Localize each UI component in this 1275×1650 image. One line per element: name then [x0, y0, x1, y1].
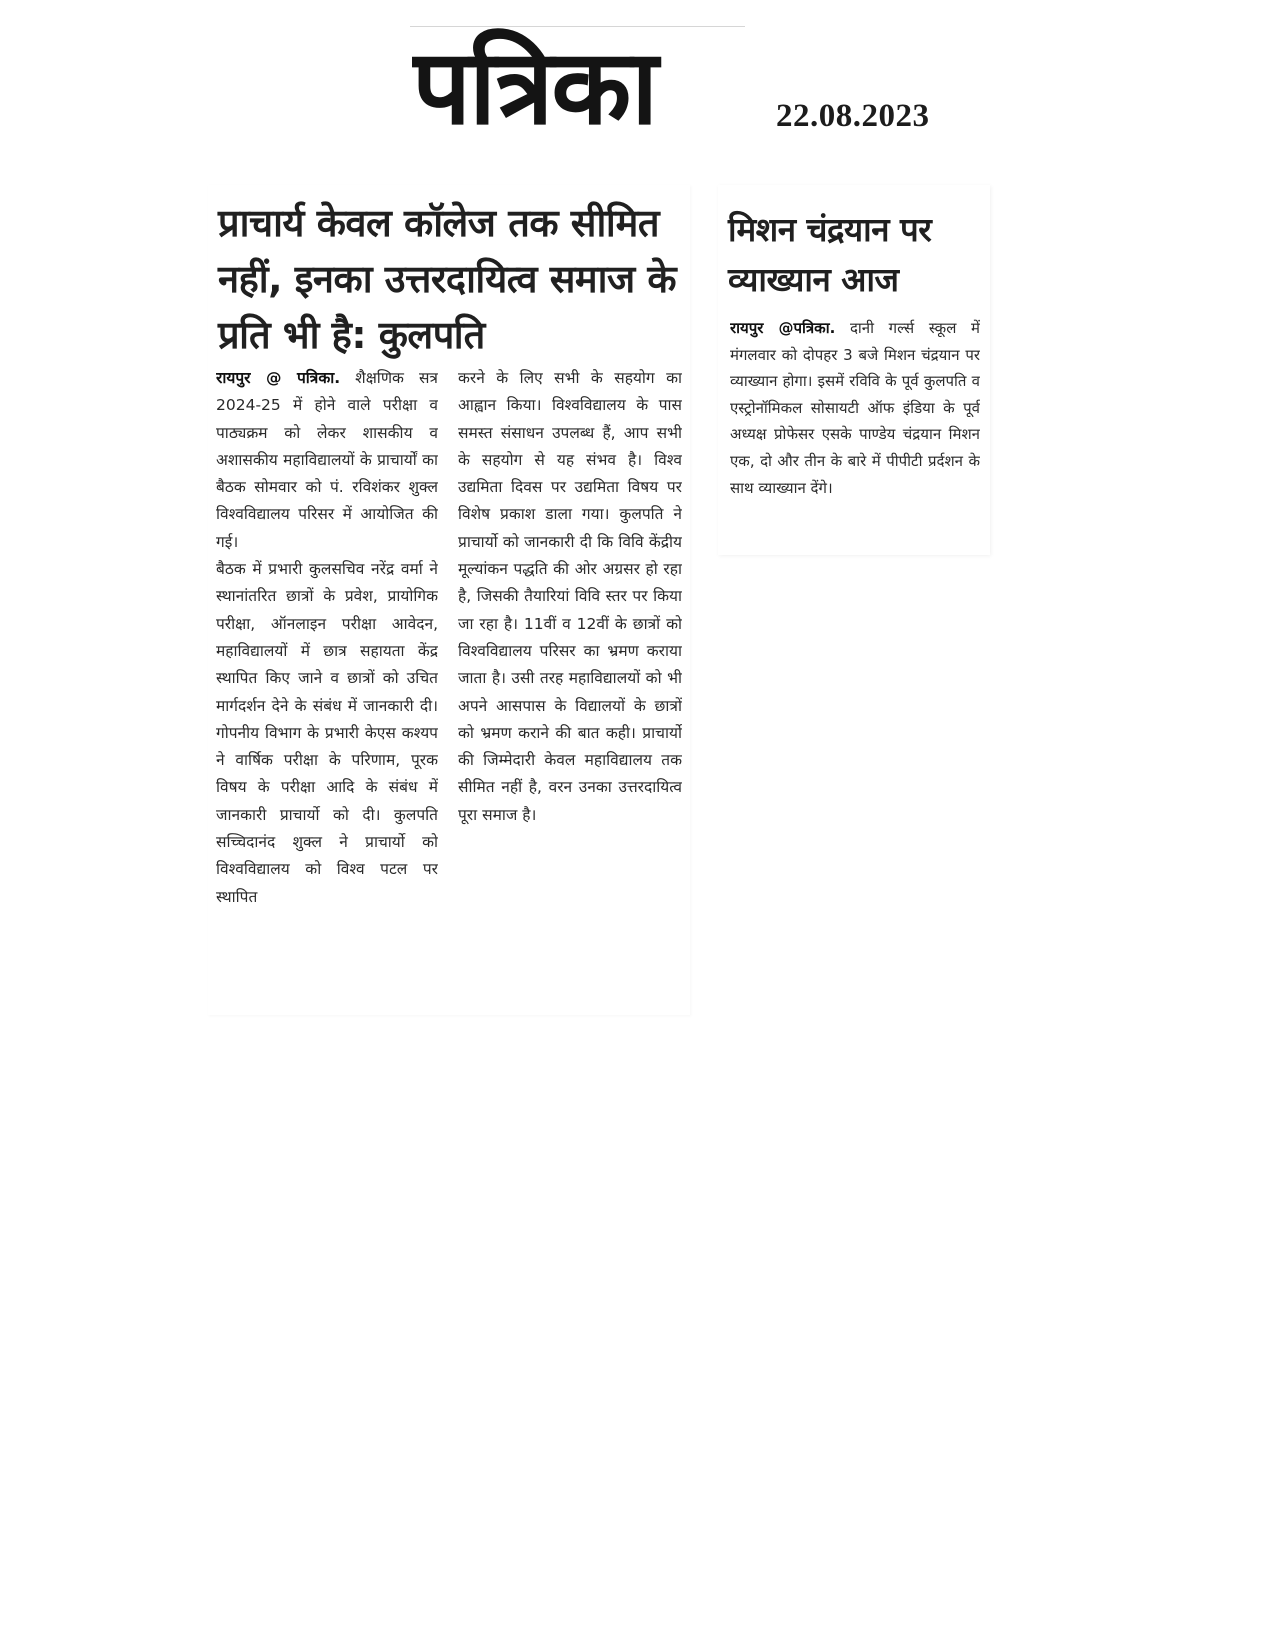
issue-date: 22.08.2023	[776, 98, 930, 134]
main-article-clipping	[208, 185, 690, 1015]
main-article-headline: प्राचार्य केवल कॉलेज तक सीमित नहीं, इनका उत्तरदायित्व समाज के प्रति भी है: कुलपति	[218, 201, 677, 357]
side-article-body	[730, 315, 980, 545]
main-article-paragraph	[216, 365, 438, 556]
side-article-dateline: रायपुर @पत्रिका.	[730, 319, 836, 337]
newspaper-masthead: पत्रिका	[412, 25, 657, 148]
side-article-clipping	[718, 185, 990, 555]
main-article-paragraph: करने के लिए सभी के सहयोग का आह्वान किया। विश्वविद्यालय के पास समस्त संसाधन उपलब्ध हैं, आप सभी के सहयोग से यह संभव है। विश्व उद्यमिता दिवस पर उद्यमिता विषय पर विशेष प्रकाश डाला गया। कुलपति ने प्राचार्यो को जानकारी दी कि विवि केंद्रीय मूल्यांकन पद्धति की ओर अग्रसर हो रहा है, जिसकी तैयारियां विवि स्तर पर किया जा रहा है। 11वीं व 12वीं के छात्रों को विश्वविद्यालय परिसर का भ्रमण कराया जाता है। उसी तरह महाविद्यालयों को भी अपने आसपास के विद्यालयों के छात्रों को भ्रमण कराने की बात कही। प्राचार्यो की जिम्मेदारी केवल महाविद्यालय तक सीमित नहीं है, वरन उनका उत्तरदायित्व पूरा समाज है।	[458, 369, 682, 824]
side-article-text: दानी गर्ल्स स्कूल में मंगलवार को दोपहर 3 बजे मिशन चंद्रयान पर व्याख्यान होगा। इसमें रविवि के पूर्व कुलपति व एस्ट्रोनॉमिकल सोसायटी ऑफ इंडिया के पूर्व अध्यक्ष प्रोफेसर एसके पाण्डेय चंद्रयान मिशन एक, दो और तीन के बारे में पीपीटी प्रर्दशन के साथ व्याख्यान देंगे।	[730, 319, 980, 497]
main-article-paragraph-text: शैक्षणिक सत्र 2024-25 में होने वाले परीक्षा व पाठ्यक्रम को लेकर शासकीय व अशासकीय महाविद्यालयों के प्राचार्यों का बैठक सोमवार को पं. रविशंकर शुक्ल विश्वविद्यालय परिसर में आयोजित की गई।	[216, 369, 438, 551]
main-article-dateline: रायपुर @ पत्रिका.	[216, 369, 341, 387]
main-article-column-1	[216, 365, 438, 1005]
side-article-paragraph	[730, 315, 980, 501]
side-article-headline: मिशन चंद्रयान पर व्याख्यान आज	[728, 210, 932, 299]
main-article-column-2	[458, 365, 682, 1005]
main-article-paragraph: बैठक में प्रभारी कुलसचिव नरेंद्र वर्मा ने स्थानांतरित छात्रों के प्रवेश, प्रायोगिक परीक्षा, ऑनलाइन परीक्षा आवेदन, महाविद्यालयों में छात्र सहायता केंद्र स्थापित किए जाने व छात्रों को उचित मार्गदर्शन देने के संबंध में जानकारी दी। गोपनीय विभाग के प्रभारी केएस कश्यप ने वार्षिक परीक्षा के परिणाम, पूरक विषय के परीक्षा आदि के संबंध में जानकारी प्राचार्यो को दी। कुलपति सच्चिदानंद शुक्ल ने प्राचार्यो को विश्वविद्यालय को विश्व पटल पर स्थापित	[216, 560, 438, 906]
